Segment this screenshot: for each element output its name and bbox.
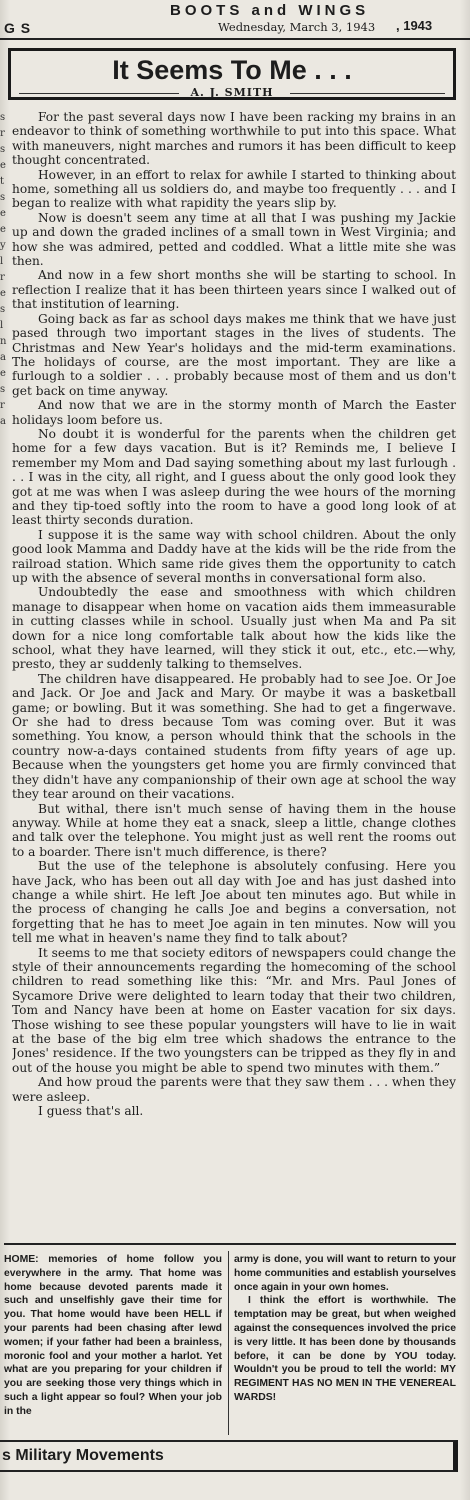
article-paragraph: For the past several days now I have been racking my brains in an endeavor to think of something worthwhile to put into this space. What with maneuvers, night marches and rumors it has been difficult to keep thought concentrated. — [12, 110, 456, 168]
article-paragraph: Now is doesn't seem any time at all that I was pushing my Jackie up and down the graded inclines of a small town in West Virginia; and how she was admired, petted and coddled. What a little mite she was then. — [12, 210, 456, 269]
article-paragraph: It seems to me that society editors of newspapers could change the style of their announcements regarding the homecoming of the school children to read something like this: “Mr. and Mrs. Paul Jones of Sycamore Drive were delighted to learn today that their two children, Tom and Nancy have been at home on Easter vacation for six days. Those wishing to see these popular youngsters will have to lie in wait at the base of the big elm tree which shadows the entrance to the Jones' residence. If the two youngsters can be tripped as they fly in and out of the house you might be able to spend two minutes with them.” — [12, 945, 456, 1075]
fragment-letter: y — [0, 240, 6, 251]
fragment-letter: s — [0, 112, 6, 123]
fragment-letter: a — [0, 416, 6, 427]
article-paragraph: The children have disappeared. He probably had to see Joe. Or Joe and Jack. Or Joe and Jack and Mary. Or maybe it was a basketball game; or bowling. But it was something. She had to get a fingerwave. Or she had to dress because Tom was coming over. But it was something. You know, a person whould think that the schools in the country now-a-days contained students from fifty years of age up. Because when the youngsters get home you are firmly convinced that they didn't have any companionship of their own age at school the way they tear around on their vacations. — [12, 671, 456, 802]
fragment-letter: e — [0, 368, 6, 379]
article-paragraph: No doubt it is wonderful for the parents when the children get home for a few days vacation. But is it? Reminds me, I believe I remember my Mom and Dad saying something about my last furlough . . . I was in the city, all right, and I guess about the only good look they got at me was when I was asleep during the wee hours of the morning and they tip-toed softly into the room to have a good long look of at least thirty seconds duration. — [12, 426, 456, 528]
fragment-letter: e — [0, 160, 6, 171]
fragment-letter: s — [0, 144, 6, 155]
byline-row — [19, 86, 445, 100]
article-paragraph: I guess that's all. — [38, 1104, 144, 1119]
column-divider — [228, 1251, 229, 1435]
newspaper-name: BOOTS and WINGS — [170, 2, 370, 19]
editorial-note-column-left: HOME: memories of home follow you everywhere in the army. That home was home because devoted parents made it such and unselfishly gave their time for you. That home would have been HELL if your parents had been chasing after lewd women; if your father had been a brainless, moronic fool and your mother a harlot. Yet what are you preparing for your children if you are seeking those very things which in such a light appear so foul? When your job in the — [4, 1254, 222, 1417]
military-movements-heading: s Military Movements — [2, 1447, 164, 1464]
editorial-note — [4, 1243, 456, 1441]
fragment-letter: l — [0, 256, 4, 267]
fragment-letter: s — [0, 304, 6, 315]
fragment-letter: e — [0, 288, 6, 299]
masthead — [0, 0, 470, 40]
article-body — [12, 110, 456, 1240]
article-paragraph: And how proud the parents were that they saw them . . . when they were asleep. — [12, 1075, 456, 1104]
adjacent-column-fragment — [0, 110, 8, 850]
fragment-letter: r — [0, 128, 5, 139]
article-paragraph: However, in an effort to relax for awhile I started to thinking about home, something all us soldiers do, and maybe too frequently . . . and I began to realize with what rapidity the years slip by. — [12, 167, 456, 211]
article-paragraph: But the use of the telephone is absolutely confusing. Here you have Jack, who has been out all day with Joe and has just dashed into change a while shirt. He left Joe about ten minutes ago. But while in the process of changing he calls Joe and begins a conversation, not forgetting that he has to meet Joe again in ten minutes. Now will you tell me what in heaven's name they find to talk about? — [12, 859, 456, 946]
byline: A. J. SMITH — [190, 86, 274, 99]
fragment-letter: a — [0, 352, 6, 363]
editorial-note-paragraph: I think the effort is worthwhile. The temptation may be great, but when weighed against the consequences involved the price is very little. It has been done by thousands before, it can be done by YOU today. Wouldn't you be proud to tell the world: MY REGIMENT HAS NO MEN IN THE VENEREAL WARDS! — [234, 1295, 456, 1403]
fragment-letter: r — [0, 400, 5, 411]
fragment-letter: n — [0, 336, 7, 347]
article-paragraph: And now that we are in the stormy month of March the Easter holidays loom before us. — [12, 398, 456, 427]
issue-date: Wednesday, March 3, 1943 — [218, 20, 376, 34]
article-paragraph: And now in a few short months she will be starting to school. In reflection I realize that it has been thirteen years since I walked out of that institution of learning. — [12, 268, 456, 312]
article-paragraph: Undoubtedly the ease and smoothness with which children manage to disappear when home on vacation aids them immeasurable in cutting classes while in school. Usually just when Ma and Pa sit down for a nice long comfortable talk about how the kids like the school, what they have learned, will they stick it out, etc., etc.—why, presto, they ar suddenly talking to themselves. — [12, 585, 456, 672]
masthead-right-fragment: , 1943 — [396, 18, 433, 33]
article-paragraph: I suppose it is the same way with school children. About the only good look Mamma and Daddy have at the kids will be the ride from the railroad station. Which same ride gives them the opportunity to catch up with the absence of several months in conversational form also. — [12, 527, 456, 585]
fragment-letter: s — [0, 192, 6, 203]
editorial-note-paragraph: army is done, you will want to return to your home communities and establish yourselves once again in your own homes. — [234, 1254, 456, 1293]
fragment-letter: e — [0, 208, 6, 219]
editorial-note-column-right — [234, 1253, 456, 1405]
byline-rule-right — [290, 93, 445, 94]
fragment-letter: r — [0, 272, 5, 283]
fragment-letter: s — [0, 384, 6, 395]
column-title-box — [8, 48, 456, 100]
section-heading-bar — [0, 1440, 458, 1472]
fragment-letter: t — [0, 176, 5, 187]
fragment-letter: e — [0, 224, 6, 235]
article-paragraph: Going back as far as school days makes me think that we have just pased through two important stages in the lives of students. The Christmas and New Year's holidays and the mid-term examinations. The holidays of course, are the most important. They are like a furlough to a soldier . . . probably because most of them and us don't get back on time anyway. — [12, 311, 456, 398]
masthead-left-fragment: G S — [4, 20, 32, 36]
fragment-letter: l — [0, 320, 4, 331]
article-paragraph: But withal, there isn't much sense of having them in the house anyway. While at home they eat a snack, sleep a little, change clothes and talk over the telephone. You might just as well rent the rooms out to a boarder. There isn't much difference, is there? — [12, 801, 456, 859]
column-title: It Seems To Me . . . — [112, 55, 352, 85]
